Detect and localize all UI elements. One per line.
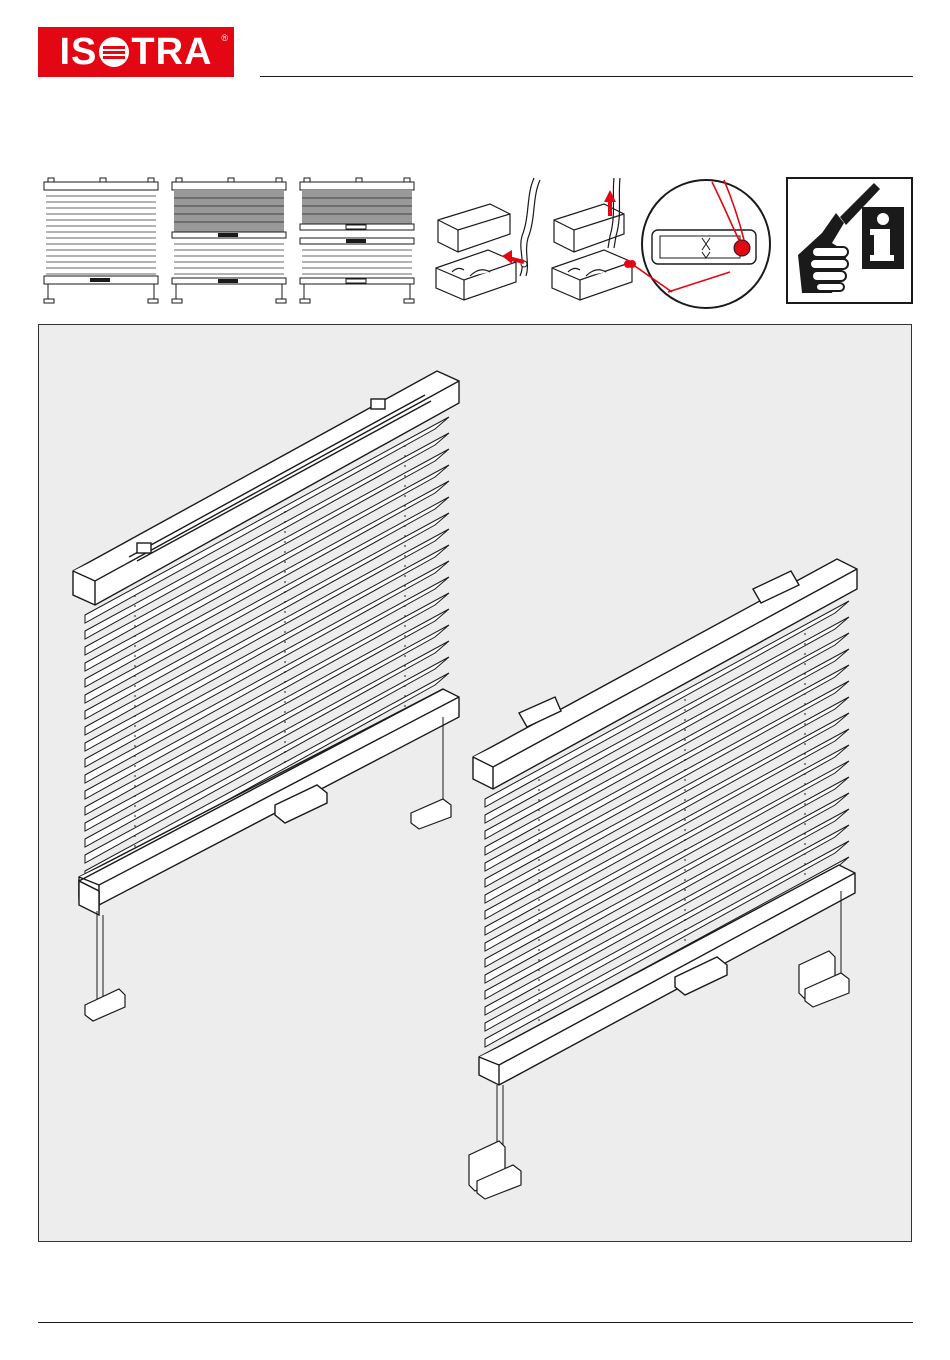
- header-rule: [260, 76, 913, 77]
- cord-insert-icon: [430, 176, 542, 306]
- blind-variant-2-icon: [168, 176, 290, 306]
- main-illustration-panel: [38, 324, 912, 1242]
- left-blind-bottom-rail: [39, 325, 479, 1025]
- pleated-blind-illustration-right: [469, 545, 889, 1225]
- info-box: [786, 177, 913, 304]
- logo-text-is: IS: [59, 31, 98, 73]
- registered-mark: ®: [221, 33, 228, 43]
- cord-detail-icon: [632, 176, 780, 312]
- logo-text-tra: TRA: [131, 31, 213, 73]
- logo-text: [38, 27, 234, 77]
- footer-rule: [38, 1322, 913, 1323]
- info-hand-icon: [792, 183, 908, 299]
- blind-variant-3-icon: [296, 176, 418, 306]
- blind-variant-1-icon: [40, 176, 162, 306]
- isotra-logo: [38, 27, 234, 77]
- logo-o-mark: [99, 37, 129, 67]
- cord-remove-icon: [548, 176, 644, 306]
